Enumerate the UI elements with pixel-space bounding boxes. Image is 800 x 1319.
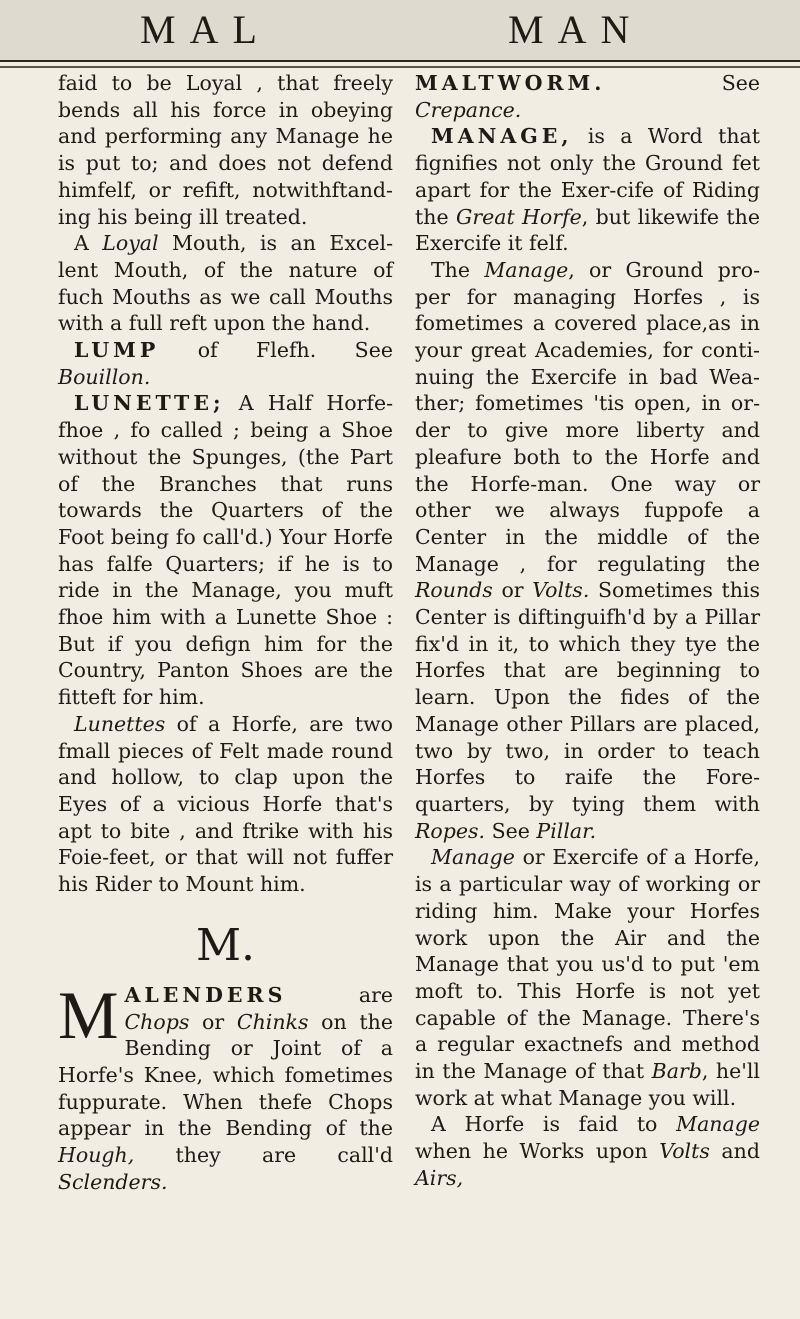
term-italic: Barb [651, 1059, 702, 1084]
text: A [74, 231, 103, 256]
text: See [485, 818, 537, 843]
entry-malenders [58, 976, 393, 1196]
entry-manage-exercise [415, 844, 760, 1111]
term-italic: Chops [124, 1009, 190, 1034]
term-italic: Manage [431, 845, 515, 870]
text: , he'll work at what Manage you will. [415, 1059, 760, 1110]
text: See [605, 71, 760, 95]
headword-lunette: LUNETTE; [74, 391, 225, 416]
text: and [709, 1139, 760, 1164]
term-italic: Manage [676, 1112, 760, 1137]
entry-manage-volts [415, 1111, 760, 1191]
term-italic: Manage [484, 257, 569, 282]
text: , but likewife the Exercife it felf. [415, 204, 760, 256]
header-right-word: MAN [508, 7, 644, 52]
right-column [415, 70, 760, 1192]
text: , or Ground pro-per for managing Horfes , is fometimes a covered place,as in your great Academies, for conti-nuing the Exercife in bad Wea-ther; fometimes 'tis open, in or-der to give more liberty and pleafure both to the Horfe and the Horfe-man. One way or other we always fuppofe a Center in the middle of the Manage , for regulating the [415, 257, 760, 576]
text: on the Bending or Joint of a Horfe's Knee, which fometimes fuppurate. When thefe Chops appear in the Bending of the [58, 1009, 393, 1141]
text: or [492, 578, 533, 603]
entry-loyal-mouth [58, 230, 393, 337]
cross-reference: Pillar. [536, 818, 597, 843]
text: or [189, 1009, 237, 1034]
text: of a Horfe, are two fmall pieces of Felt made round and hollow, to clap upon the Eyes of a vicious Horfe that's apt to bite , and ftrike with his Foie-feet, or that will not fuffer his Rider to Mount him. [58, 711, 393, 897]
entry-maltworm [415, 70, 760, 123]
text: they are call'd [134, 1143, 393, 1168]
term-italic: Volts [659, 1139, 710, 1164]
text: is a Word that fignifies not only the Ground fet apart for the Exer-cife of Riding the [415, 124, 760, 229]
text: when he Works upon [415, 1139, 660, 1164]
text: A Half Horfe-fhoe , fo called ; being a Shoe without the Spunges, (the Part of the Branches that runs towards the Quarters of the Foot being fo call'd.) Your Horfe has falfe Quarters; if he is to ride in the Manage, you muft fhoe him with a Lunette Shoe : But if you defign him for the Country, Panton Shoes are the fitteft for him. [58, 391, 393, 710]
text: or Exercife of a Horfe, is a particular way of working or riding him. Make your Horfes work upon the Air and the Manage that you us'd to put 'em moft to. This Horfe is not yet capable of the Manage. There's a regular exactnefs and method in the Manage of that [415, 845, 760, 1084]
term-italic: Great Horfe [455, 204, 582, 229]
entry-lump [58, 337, 393, 390]
text: are [286, 982, 393, 1007]
entry-lunettes [58, 711, 393, 898]
section-letter: M. [195, 919, 256, 971]
cross-reference: Crepance. [415, 97, 522, 122]
term-italic: Sclenders. [58, 1169, 168, 1194]
term-italic: Lunettes [74, 711, 166, 736]
text: A Horfe is faid to [431, 1112, 677, 1137]
term-italic: Volts. [532, 578, 590, 603]
term-italic: Loyal [102, 231, 159, 256]
drop-cap: M [58, 976, 119, 1053]
entry-manage-ground [415, 257, 760, 844]
text: of Flefh. See [159, 338, 393, 363]
term-italic: Rounds [415, 578, 493, 603]
header-left-word: MAL [140, 7, 271, 52]
entry-lunette [58, 390, 393, 710]
text: Mouth, is an Excel-lent Mouth, of the nature of fuch Mouths as we call Mouths with a full reft upon the hand. [58, 231, 394, 336]
entry-loyal-continued: faid to be Loyal , that freely bends all his force in obeying and performing any Manage he is put to; and does not defend himfelf, or refift, notwithftand-ing his being ill treated. [58, 71, 393, 229]
headword-manage: MANAGE, [431, 124, 573, 149]
entry-manage [415, 123, 760, 257]
cross-reference: Bouillon. [58, 364, 151, 389]
header-rule [0, 66, 800, 68]
term-italic: Ropes. [415, 818, 486, 843]
text: Sometimes this Center is diftinguifh'd by a Pillar fix'd in it, to which they tye the Horfes that are beginning to learn. Upon the fides of the Manage other Pillars are placed, two by two, in order to teach Horfes to raife the Fore-quarters, by tying them with [415, 578, 760, 816]
headword-malenders: ALENDERS [124, 982, 287, 1007]
text: The [431, 257, 485, 282]
term-italic: Chinks [236, 1009, 309, 1034]
left-column [58, 70, 393, 1195]
running-header [0, 0, 800, 62]
term-italic: Hough, [58, 1143, 135, 1168]
term-italic: Airs, [415, 1165, 464, 1190]
headword-lump: LUMP [74, 338, 160, 363]
headword-maltworm: MALTWORM. [415, 71, 606, 95]
